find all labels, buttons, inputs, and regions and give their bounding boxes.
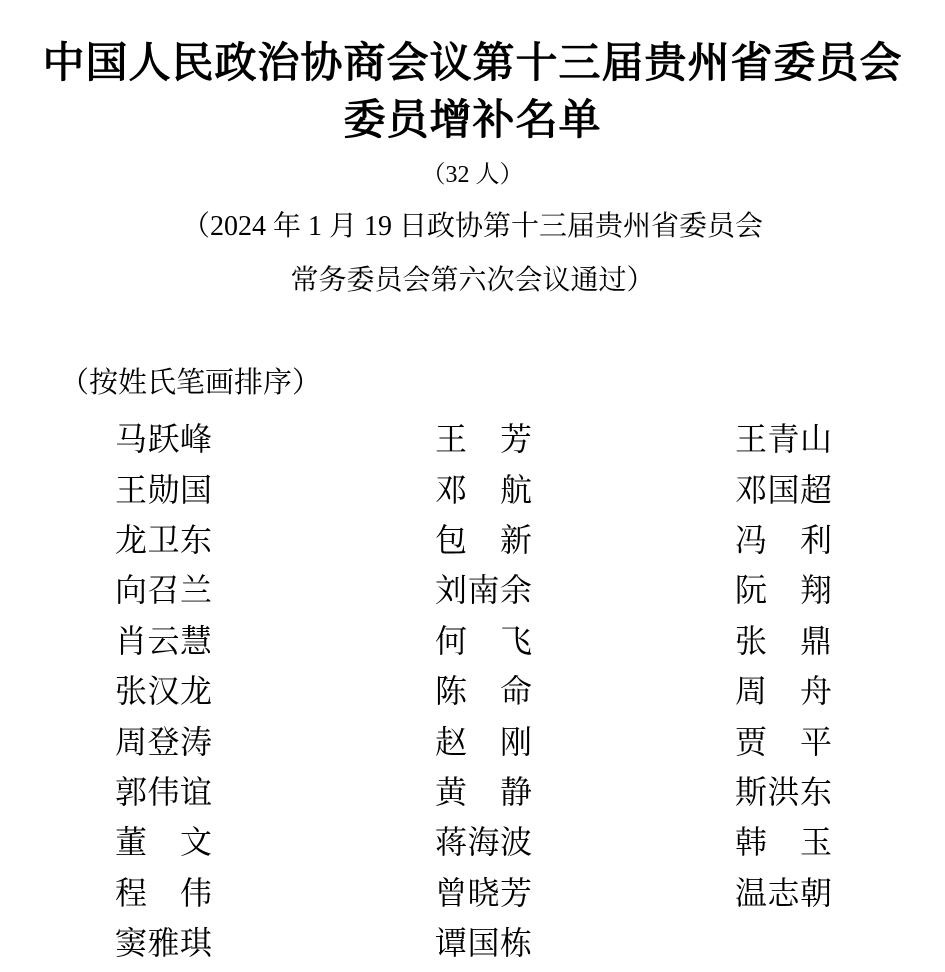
member-name: 王芳 <box>435 421 532 458</box>
member-name: 黄静 <box>435 773 532 810</box>
names-row <box>115 414 945 464</box>
member-name: 张汉龙 <box>115 673 212 710</box>
member-name: 马跃峰 <box>115 421 212 458</box>
member-name: 何飞 <box>435 622 532 659</box>
member-name: 邓航 <box>435 471 532 508</box>
member-name: 张鼎 <box>735 622 832 659</box>
member-name: 龙卫东 <box>115 521 212 558</box>
member-name: 周登涛 <box>115 723 212 760</box>
member-name: 包新 <box>435 521 532 558</box>
approval-note <box>0 200 945 308</box>
names-row <box>115 565 945 615</box>
member-name: 郭伟谊 <box>115 773 212 810</box>
member-name: 蒋海波 <box>435 824 532 861</box>
names-row <box>115 817 945 867</box>
member-name: 贾平 <box>735 723 832 760</box>
member-name: 冯利 <box>735 521 832 558</box>
names-row <box>115 616 945 666</box>
approval-note-line2: 常务委员会第六次会议通过） <box>290 265 655 296</box>
member-name: 陈命 <box>435 673 532 710</box>
names-row <box>115 918 945 968</box>
member-name: 王青山 <box>735 421 832 458</box>
member-name: 谭国栋 <box>435 925 532 962</box>
member-name: 向召兰 <box>115 572 212 609</box>
page-title <box>0 0 945 150</box>
member-name: 赵刚 <box>435 723 532 760</box>
names-row <box>115 464 945 514</box>
page-title-line1: 中国人民政治协商会议第十三届贵州省委员会 <box>42 41 903 87</box>
member-name: 王勋国 <box>115 471 212 508</box>
names-row <box>115 666 945 716</box>
page-title-line2: 委员增补名单 <box>343 98 602 144</box>
member-name: 阮翔 <box>735 572 832 609</box>
member-name: 窦雅琪 <box>115 925 212 962</box>
member-name: 曾晓芳 <box>435 874 532 911</box>
member-name: 董文 <box>115 824 212 861</box>
names-row <box>115 716 945 766</box>
sort-note: （按姓氏笔画排序） <box>60 367 322 399</box>
member-name: 程伟 <box>115 874 212 911</box>
names-list <box>115 414 945 968</box>
member-name: 肖云慧 <box>115 622 212 659</box>
names-row <box>115 767 945 817</box>
member-name: 周舟 <box>735 673 832 710</box>
member-name: 温志朝 <box>735 874 832 911</box>
member-name: 刘南余 <box>435 572 532 609</box>
member-name: 斯洪东 <box>735 773 832 810</box>
member-count: （32 人） <box>421 162 524 188</box>
names-row <box>115 868 945 918</box>
approval-note-line1: （2024 年 1 月 19 日政协第十三届贵州省委员会 <box>181 211 763 242</box>
names-row <box>115 515 945 565</box>
member-name: 韩玉 <box>735 824 832 861</box>
member-name: 邓国超 <box>735 471 832 508</box>
